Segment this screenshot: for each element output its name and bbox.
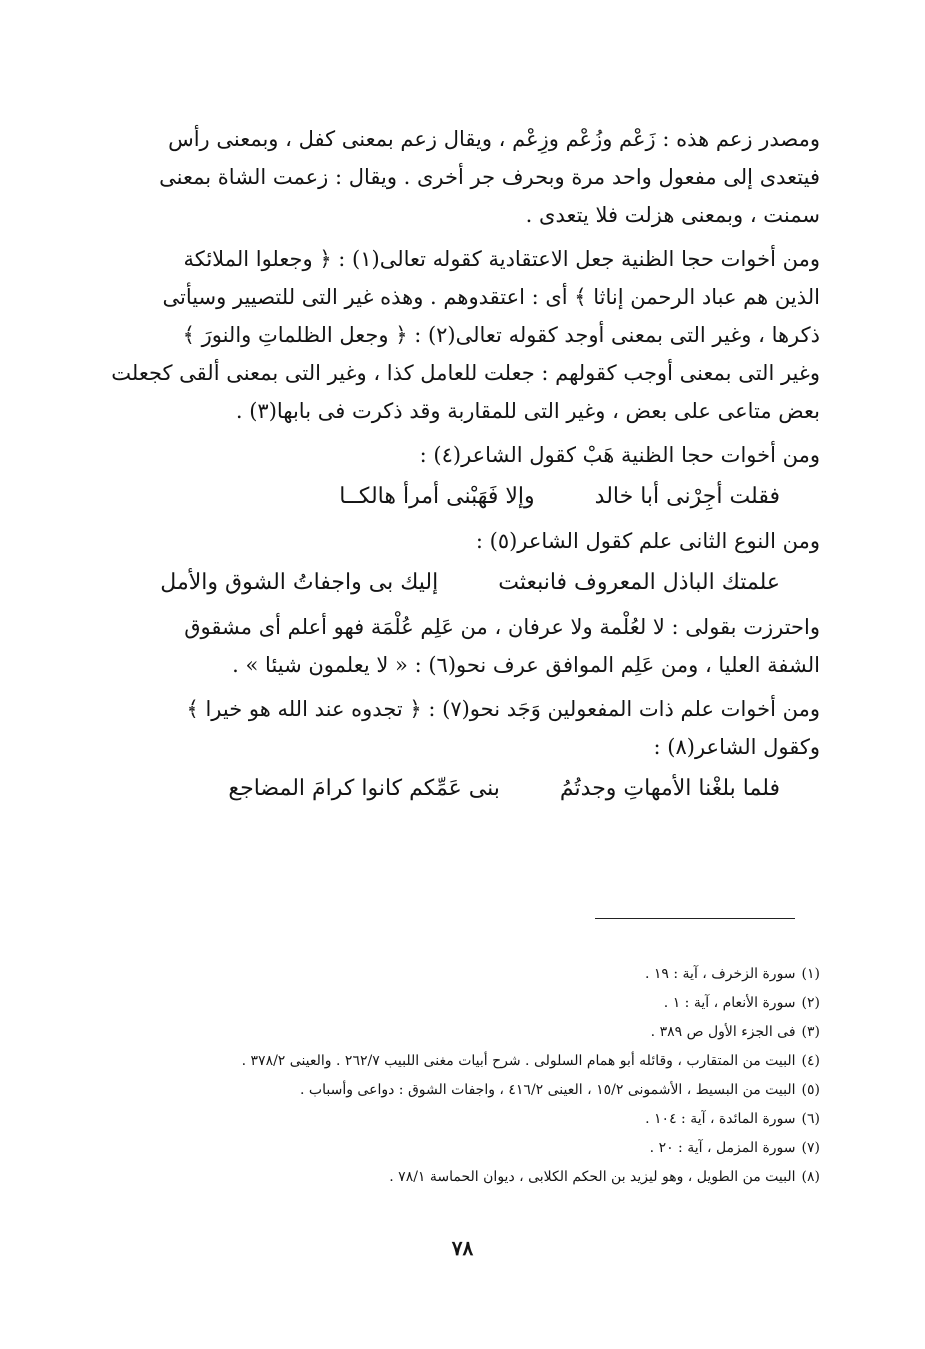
footnote-number: (٨): [801, 1169, 820, 1185]
footnote-item: [120, 1134, 820, 1163]
text-line: سمنت ، وبمعنى هزلت فلا يتعدى .: [525, 203, 820, 227]
paragraph-jaala: [111, 240, 820, 430]
footnote-item: [120, 1047, 820, 1076]
text-line: واحترزت بقولى : لا لعُلْمة ولا عرفان ، من عَلِم عُلْمَة فهو أعلم أى مشقوق: [184, 615, 820, 639]
verse-second-hemistich: إليك بى واجفاتُ الشوق والأمل: [160, 570, 439, 595]
text-line: ومن أخوات حجا الظنية هَبْ كقول الشاعر(٤) :: [419, 443, 820, 467]
footnote-number: (٤): [801, 1053, 820, 1069]
footnote-item: [120, 960, 820, 989]
footnote-text: البيت من المتقارب ، وقائله أبو همام السلولى . شرح أبيات مغنى اللبيب ٢٦٢/٧ . والعينى ٣٧٨/٢ .: [241, 1053, 796, 1069]
footnote-separator: [595, 918, 795, 919]
poetry-verse-3: [120, 770, 820, 808]
text-line: ذكرها ، وغير التى بمعنى أوجد كقوله تعالى(٢) : ﴿ وجعل الظلماتِ والنورَ ﴾: [182, 323, 820, 347]
verse-first-hemistich: علمتك الباذل المعروف فانبعثت: [498, 570, 780, 595]
text-line: ومصدر زعم هذه : زَعْم وزُعْم وزِعْم ، ويقال زعم بمعنى كفل ، وبمعنى رأس: [168, 127, 820, 151]
text-line: فيتعدى إلى مفعول واحد مرة وبحرف جر أخرى . ويقال : زعمت الشاة بمعنى: [159, 165, 820, 189]
footnote-item: [120, 989, 820, 1018]
footnote-item: [120, 1076, 820, 1105]
main-text: [111, 120, 820, 814]
footnote-text: سورة المائدة ، آية : ١٠٤ .: [645, 1111, 796, 1127]
text-line: ومن أخوات حجا الظنية جعل الاعتقادية كقوله تعالى(١) : ﴿ وجعلوا الملائكة: [183, 247, 820, 271]
footnote-text: البيت من البسيط ، الأشمونى ١٥/٢ ، العينى ٤١٦/٢ ، واجفات الشوق : دواعى وأسباب .: [300, 1082, 796, 1098]
verse-first-hemistich: فلما بلغْنا الأمهاتِ وجدتُمُ: [559, 776, 780, 801]
paragraph-ihtarazt: [120, 608, 820, 684]
footnote-number: (٢): [801, 995, 820, 1011]
footnote-text: سورة المزمل ، آية : ٢٠ .: [649, 1140, 796, 1156]
footnote-text: سورة الزخرف ، آية : ١٩ .: [644, 966, 796, 982]
footnote-item: [120, 1105, 820, 1134]
footnote-text: سورة الأنعام ، آية : ١ .: [663, 995, 796, 1011]
poetry-verse-1: [120, 478, 820, 516]
footnotes: [120, 960, 820, 1192]
page-number: ٧٨: [451, 1236, 474, 1260]
text-line: وكقول الشاعر(٨) :: [653, 735, 820, 759]
text-line: ومن أخوات علم ذات المفعولين وَجَد نحو(٧) : ﴿ تجدوه عند الله هو خيرا ﴾: [186, 697, 820, 721]
footnote-item: [120, 1018, 820, 1047]
footnote-number: (٧): [801, 1140, 820, 1156]
paragraph-hab: [120, 436, 820, 474]
footnote-number: (١): [801, 966, 820, 982]
verse-second-hemistich: بنى عَمِّكم كانوا كرامَ المضاجع: [228, 776, 500, 801]
poetry-verse-2: [120, 564, 820, 602]
text-line: وغير التى بمعنى أوجب كقولهم : جعلت للعامل كذا ، وغير التى بمعنى ألقى كجعلت: [111, 361, 820, 385]
paragraph-zaam: [120, 120, 820, 234]
footnote-number: (٥): [801, 1082, 820, 1098]
footnote-number: (٣): [801, 1024, 820, 1040]
footnote-text: فى الجزء الأول ص ٣٨٩ .: [650, 1024, 796, 1040]
paragraph-alim: [120, 522, 820, 560]
text-line: بعض متاعى على بعض ، وغير التى للمقاربة وقد ذكرت فى بابها(٣) .: [235, 399, 820, 423]
verse-first-hemistich: فقلت أجِرْنى أبا خالد: [594, 484, 780, 509]
footnote-text: البيت من الطويل ، وهو ليزيد بن الحكم الكلابى ، ديوان الحماسة ٧٨/١ .: [389, 1169, 796, 1185]
text-line: ومن النوع الثانى علم كقول الشاعر(٥) :: [475, 529, 820, 553]
paragraph-wajada: [120, 690, 820, 766]
verse-second-hemistich: وإلا فَهَبْنى أمرأ هالكــا: [339, 484, 535, 509]
footnote-number: (٦): [801, 1111, 820, 1127]
text-line: الذين هم عباد الرحمن إناثا ﴾ أى : اعتقدوهم . وهذه غير التى للتصيير وسيأتى: [162, 285, 820, 309]
text-line: الشفة العليا ، ومن عَلِم الموافق عرف نحو(٦) : « لا يعلمون شيئا » .: [232, 653, 820, 677]
footnote-item: [120, 1163, 820, 1192]
